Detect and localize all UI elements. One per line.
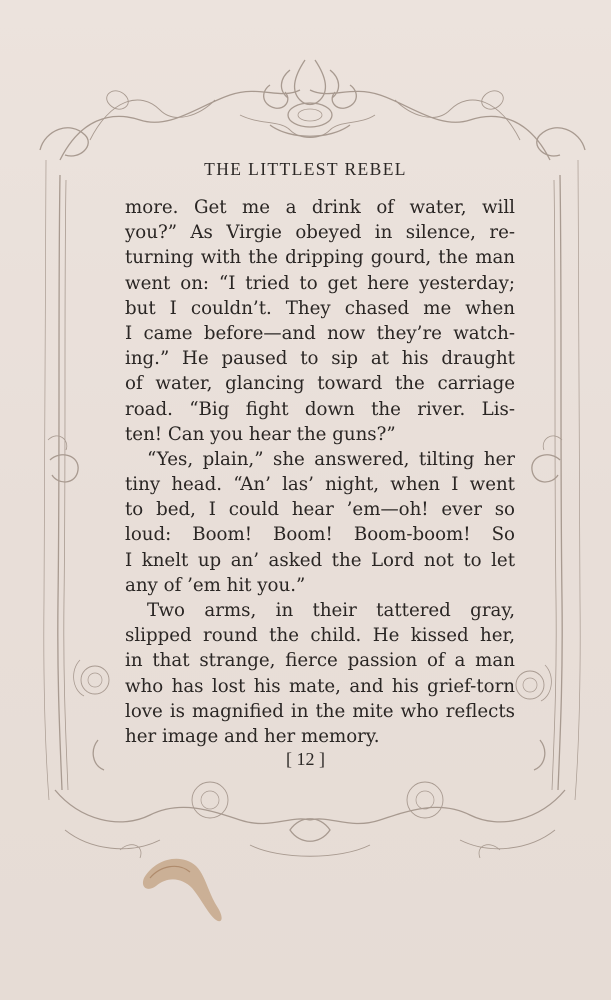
text-line: Two arms, in their tattered gray, — [147, 600, 515, 621]
page-number: [ 12 ] — [286, 749, 325, 769]
text-line: tiny head. “An’ las’ night, when I went — [125, 474, 515, 496]
text-line: you?” As Virgie obeyed in silence, re- — [125, 222, 515, 244]
text-line: ing.” He paused to sip at his draught — [125, 348, 515, 370]
text-line: “Yes, plain,” she answered, tilting her — [147, 448, 515, 470]
text-line: to bed, I could hear ’em—oh! ever so — [125, 499, 515, 521]
text-line: slipped round the child. He kissed her, — [125, 625, 515, 647]
text-line: I came before—and now they’re watch- — [125, 322, 515, 344]
text-line: in that strange, fierce passion of a man — [125, 650, 515, 672]
text-line: ten! Can you hear the guns?” — [125, 423, 396, 445]
text-line: went on: “I tried to get here yesterday; — [125, 272, 515, 294]
body-text — [125, 195, 515, 749]
text-line: loud: Boom! Boom! Boom-boom! So — [125, 524, 515, 546]
text-line: who has lost his mate, and his grief-torn — [125, 675, 515, 697]
text-line: love is magnified in the mite who reflects — [125, 700, 515, 722]
text-line: more. Get me a drink of water, will — [125, 197, 515, 218]
text-line: any of ’em hit you.” — [125, 574, 306, 596]
text-line: but I couldn’t. They chased me when — [125, 297, 515, 319]
text-line: her image and her memory. — [125, 725, 380, 747]
paper-stain-icon — [136, 848, 236, 928]
text-line: I knelt up an’ asked the Lord not to let — [125, 549, 515, 571]
text-line: turning with the dripping gourd, the man — [125, 247, 515, 269]
running-head: THE LITTLEST REBEL — [204, 159, 407, 179]
text-line: road. “Big fight down the river. Lis- — [125, 398, 515, 420]
text-line: of water, glancing toward the carriage — [125, 373, 515, 395]
